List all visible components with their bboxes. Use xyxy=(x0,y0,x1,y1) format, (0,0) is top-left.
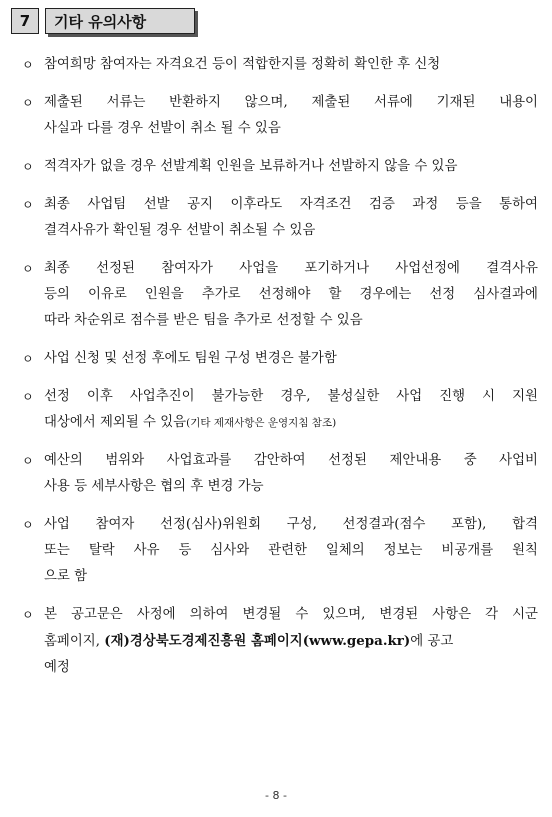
item-line: 선정 이후 사업추진이 불가능한 경우, 불성실한 사업 진행 시 지원 xyxy=(44,389,538,404)
item-line: 또는 탈락 사유 등 심사와 관련한 일체의 정보는 비공개를 원칙 xyxy=(44,543,538,558)
bullet-icon: ㅇ xyxy=(22,390,34,404)
organization-link-text: (재)경상북도경제진흥원 홈페이지(www.gepa.kr) xyxy=(104,633,411,649)
item-line: 결격사유가 확인될 경우 선발이 취소될 수 있음 xyxy=(44,223,316,238)
item-line: 홈페이지, (재)경상북도경제진흥원 홈페이지(www.gepa.kr)에 공고 xyxy=(44,633,454,649)
bullet-icon: ㅇ xyxy=(22,96,34,110)
list-item xyxy=(16,256,538,334)
page-number: - 8 - xyxy=(265,789,287,802)
notice-list xyxy=(16,52,538,693)
bullet-icon: ㅇ xyxy=(22,352,34,366)
bullet-icon: ㅇ xyxy=(22,518,34,532)
item-line: 참여희망 참여자는 자격요건 등이 적합한지를 정확히 확인한 후 신청 xyxy=(44,57,441,72)
item-line: 제출된 서류는 반환하지 않으며, 제출된 서류에 기재된 내용이 xyxy=(44,95,538,110)
item-line: 따라 차순위로 점수를 받은 팀을 추가로 선정할 수 있음 xyxy=(44,313,363,328)
list-item xyxy=(16,154,538,180)
list-item xyxy=(16,384,538,436)
list-item xyxy=(16,346,538,372)
list-item xyxy=(16,602,538,681)
bullet-icon: ㅇ xyxy=(22,160,34,174)
list-item xyxy=(16,192,538,244)
bullet-icon: ㅇ xyxy=(22,58,34,72)
item-line: 사업 신청 및 선정 후에도 팀원 구성 변경은 불가함 xyxy=(44,351,337,366)
item-line: 사실과 다를 경우 선발이 취소 될 수 있음 xyxy=(44,121,281,136)
item-line: 등의 이유로 인원을 추가로 선정해야 할 경우에는 선정 심사결과에 xyxy=(44,287,538,302)
section-number: 7 xyxy=(11,8,39,34)
item-line: 예정 xyxy=(44,660,70,675)
bullet-icon: ㅇ xyxy=(22,198,34,212)
item-line: 최종 선정된 참여자가 사업을 포기하거나 사업선정에 결격사유 xyxy=(44,261,538,276)
section-title: 기타 유의사항 xyxy=(45,8,195,34)
list-item xyxy=(16,52,538,78)
item-line: 대상에서 제외될 수 있음(기타 제재사항은 운영지침 참조) xyxy=(44,415,337,430)
item-line: 사업 참여자 선정(심사)위원회 구성, 선정결과(점수 포함), 합격 xyxy=(44,517,538,532)
list-item xyxy=(16,448,538,500)
list-item xyxy=(16,90,538,142)
item-line: 예산의 범위와 사업효과를 감안하여 선정된 제안내용 중 사업비 xyxy=(44,453,538,468)
item-line: 으로 함 xyxy=(44,569,88,584)
item-note: (기타 제재사항은 운영지침 참조) xyxy=(186,417,337,429)
bullet-icon: ㅇ xyxy=(22,454,34,468)
list-item xyxy=(16,512,538,590)
item-line: 사용 등 세부사항은 협의 후 변경 가능 xyxy=(44,479,264,494)
section-header xyxy=(11,8,195,34)
item-line: 본 공고문은 사정에 의하여 변경될 수 있으며, 변경된 사항은 각 시군 xyxy=(44,607,538,622)
bullet-icon: ㅇ xyxy=(22,262,34,276)
item-line: 적격자가 없을 경우 선발계획 인원을 보류하거나 선발하지 않을 수 있음 xyxy=(44,159,458,174)
bullet-icon: ㅇ xyxy=(22,608,34,622)
item-line: 최종 사업팀 선발 공지 이후라도 자격조건 검증 과정 등을 통하여 xyxy=(44,197,538,212)
